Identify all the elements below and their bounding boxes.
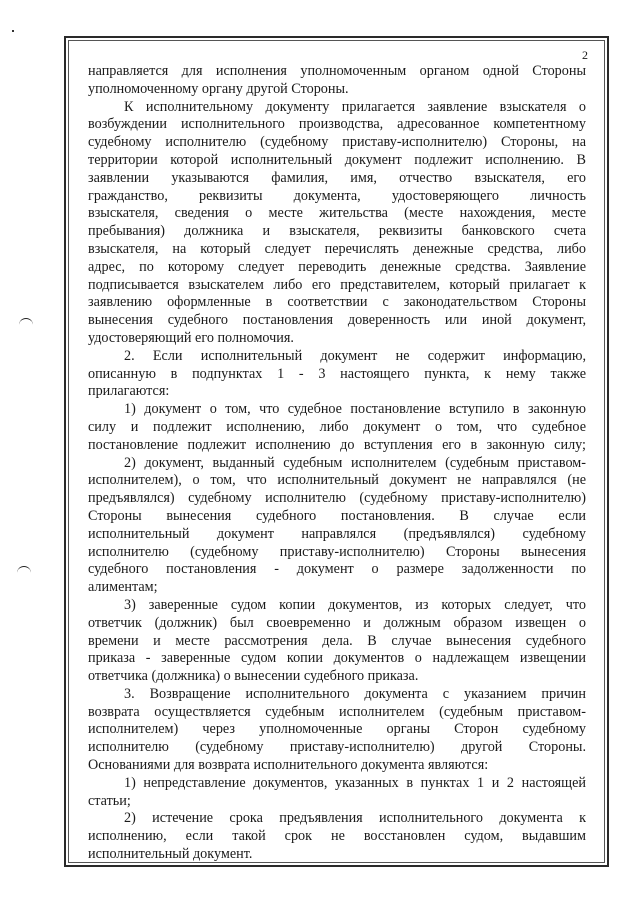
text-line: пребывания) должника и взыскателя, реквизиты банковского счета (88, 223, 586, 240)
text-line: описанную в подпунктах 1 - 3 настоящего пункта, к нему также (88, 365, 586, 382)
page-number: 2 (582, 48, 588, 62)
text-line: возбуждении исполнительного производства, адресованное компетентному (88, 116, 586, 133)
text-line: предъявлялся) судебному исполнителю (судебному приставу-исполнителю) (88, 490, 586, 507)
text-line: исполнителем), о том, что исполнительный документ не направлялся (не (88, 472, 586, 489)
text-line: К исполнительному документу прилагается заявление взыскателя о (124, 98, 586, 115)
text-line: исполнению, если такой срок не восстановлен судом, выдавшим (88, 828, 586, 845)
text-line: удостоверяющий его полномочия. (88, 329, 294, 346)
text-line: взыскателя, сведения о месте жительства (месте нахождения, месте (88, 205, 586, 222)
text-line: ответчик (должник) был своевременно и должным образом извещен о (88, 614, 586, 631)
text-line: судебному исполнителю (судебному приставу-исполнителю) Стороны, на (88, 134, 586, 151)
text-line: 2) документ, выданный судебным исполнителем (судебным приставом- (124, 454, 586, 471)
hole-punch-mark (17, 566, 31, 575)
text-line: 1) непредставление документов, указанных в пунктах 1 и 2 настоящей (124, 774, 586, 791)
text-line: Основаниями для возврата исполнительного документа являются: (88, 757, 489, 774)
text-line: статьи; (88, 792, 131, 809)
text-line: исполнительный документ. (88, 846, 253, 863)
text-line: территории которой исполнительный документ подлежит исполнению. В (88, 151, 586, 168)
hole-punch-mark (19, 318, 33, 327)
text-line: гражданство, реквизиты документа, удостоверяющего личность (88, 187, 586, 204)
text-line: 3. Возвращение исполнительного документа с указанием причин (124, 685, 586, 702)
text-line: адрес, по которому следует переводить денежные средства. Заявление (88, 258, 586, 275)
text-line: исполнителем) через уполномоченные органы Сторон судебному (88, 721, 586, 738)
text-line: заявлению оформленные в соответствии с законодательством Стороны (88, 294, 586, 311)
text-line: Стороны вынесения судебного постановления. В случае если (88, 507, 586, 524)
text-line: возврата осуществляется судебным исполнителем (судебным приставом- (88, 703, 586, 720)
text-line: исполнителю (судебному приставу-исполнителю) Стороны вынесения (88, 543, 586, 560)
text-line: уполномоченному органу другой Стороны. (88, 80, 349, 97)
text-line: 2. Если исполнительный документ не содержит информацию, (124, 347, 586, 364)
text-line: взыскателя, на который следует перечислять денежные средства, либо (88, 240, 586, 257)
text-line: 1) документ о том, что судебное постановление вступило в законную (124, 401, 586, 418)
text-line: исполнительный документ направлялся (предъявлялся) судебному (88, 525, 586, 542)
text-line: силу и подлежит исполнению, либо документ о том, что судебное (88, 418, 586, 435)
text-line: вынесения судебного постановления доверенность или иной документ, (88, 312, 586, 329)
text-line: приказа - заверенные судом копии документов о надлежащем извещении (88, 650, 586, 667)
text-line: судебного постановления - документ о размере задолженности по (88, 561, 586, 578)
text-line: 2) истечение срока предъявления исполнительного документа к (124, 810, 586, 827)
text-line: алиментам; (88, 579, 158, 596)
text-line: 3) заверенные судом копии документов, из которых следует, что (124, 596, 586, 613)
text-line: исполнителю (судебному приставу-исполнителю) другой Стороны. (88, 739, 586, 756)
text-line: направляется для исполнения уполномоченным органом одной Стороны (88, 63, 586, 79)
document-body (88, 63, 586, 864)
text-line: подписывается взыскателем либо его представителем, который прилагает к (88, 276, 586, 293)
text-line: прилагаются: (88, 383, 170, 400)
text-line: времени и месте рассмотрения дела. В случае вынесения судебного (88, 632, 586, 649)
scan-speck (12, 30, 14, 32)
text-line: заявлении указываются фамилия, имя, отчество взыскателя, его (88, 169, 586, 186)
text-line: ответчика (должника) о вынесении судебного приказа. (88, 668, 419, 685)
text-line: постановление подлежит исполнению до вступления его в законную силу; (88, 436, 586, 453)
